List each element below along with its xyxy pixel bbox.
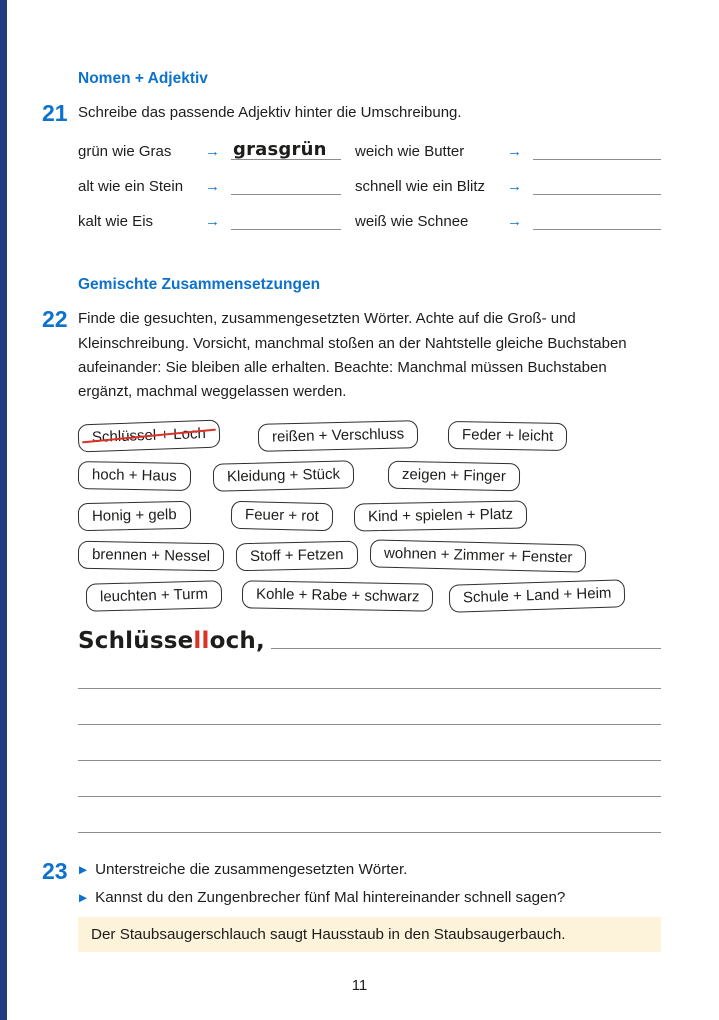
- exercise-22-instruction: Finde die gesuchten, zusammengesetzten Wörter. Achte auf die Groß- und Kleinschreibung. Vorsicht, manchmal stoßen an der Nahtstelle gleiche Buchstaben aufeinander: Sie bleiben alle erhalten. Beachte: Manchmal müssen Buchstaben ergänzt, machmal weggelassen werden.: [78, 310, 627, 401]
- word-pill: Schule + Land + Heim: [449, 580, 626, 614]
- writing-line: [78, 689, 661, 725]
- exercise-21-body: [78, 101, 661, 230]
- writing-line: [78, 653, 661, 689]
- word-pill: Feuer + rot: [230, 501, 332, 531]
- answer-line: [271, 648, 661, 649]
- exercise-21-number: 21: [42, 100, 68, 126]
- answer-blank: [533, 206, 661, 230]
- word-pill: wohnen + Zimmer + Fenster: [369, 540, 586, 573]
- exercise-23-body: [78, 859, 661, 951]
- page-edge-bar: [0, 0, 7, 1020]
- arrow-icon: →: [205, 143, 220, 161]
- word-pill: Feder + leicht: [448, 421, 568, 451]
- answer-blank: [533, 136, 661, 160]
- pill-row: [78, 582, 661, 610]
- word-pill: leuchten + Turm: [86, 581, 223, 613]
- compound-answer-row: [78, 630, 661, 653]
- match-label: alt wie ein Stein: [78, 178, 184, 196]
- filled-answer: grasgrün: [233, 138, 327, 160]
- bullet-item: [78, 859, 661, 881]
- match-label: schnell wie ein Blitz: [355, 178, 486, 196]
- bullet-text: Kannst du den Zungenbrecher fünf Mal hintereinander schnell sagen?: [95, 888, 566, 906]
- exercise-22-number: 22: [42, 306, 68, 333]
- word-pill: hoch + Haus: [78, 462, 191, 492]
- writing-line: [78, 761, 661, 797]
- answer-blank: [231, 171, 341, 195]
- exercise-23: [42, 859, 661, 951]
- word-pill-area: [78, 422, 661, 610]
- bullet-item: [78, 887, 661, 909]
- word-pill: Kleidung + Stück: [212, 461, 354, 492]
- arrow-icon: →: [507, 143, 522, 161]
- word-pill: Honig + gelb: [78, 501, 191, 531]
- word-pill-crossed: Schlüssel + Loch: [78, 420, 221, 453]
- bullet-triangle-icon: ▶: [79, 891, 88, 904]
- match-row: [78, 206, 661, 230]
- heading-gemischte-zusammensetzungen: Gemischte Zusammensetzungen: [78, 276, 321, 294]
- word-pill: Kind + spielen + Platz: [354, 501, 528, 532]
- word-pill: zeigen + Finger: [387, 461, 519, 492]
- bullet-text: Unterstreiche die zusammengesetzten Wörter.: [95, 861, 408, 879]
- answer-highlight: ll: [193, 628, 210, 655]
- answer-blank: [533, 171, 661, 195]
- exercise-23-number: 23: [42, 858, 68, 885]
- pill-row: [78, 422, 661, 450]
- arrow-icon: →: [205, 178, 220, 196]
- match-row: [78, 171, 661, 195]
- answer-blank: [231, 136, 341, 160]
- answer-prefix: Schlüsse: [78, 628, 194, 655]
- page-number: 11: [351, 977, 368, 994]
- compound-answer-word: [78, 630, 265, 653]
- pill-row: [78, 462, 661, 490]
- match-label: weiß wie Schnee: [355, 213, 469, 231]
- bullet-triangle-icon: ▶: [79, 864, 88, 877]
- answer-suffix: och,: [209, 628, 265, 655]
- arrow-icon: →: [507, 213, 522, 231]
- arrow-icon: →: [507, 178, 522, 196]
- exercise-22: [42, 307, 661, 404]
- exercise-22-body: [78, 307, 661, 404]
- word-pill: Kohle + Rabe + schwarz: [242, 581, 434, 612]
- match-label: weich wie Butter: [355, 143, 465, 161]
- match-label: kalt wie Eis: [78, 213, 154, 231]
- exercise-21: [42, 101, 661, 230]
- writing-line: [78, 797, 661, 833]
- pill-row: [78, 542, 661, 570]
- answer-blank: [231, 206, 341, 230]
- word-pill: brennen + Nessel: [78, 541, 224, 572]
- pill-row: [78, 502, 661, 530]
- heading-nomen-adjektiv: Nomen + Adjektiv: [78, 70, 208, 87]
- tongue-twister-box: Der Staubsaugerschlauch saugt Hausstaub in den Staubsaugerbauch.: [78, 917, 661, 952]
- writing-lines: [78, 653, 661, 833]
- arrow-icon: →: [205, 213, 220, 231]
- match-row: [78, 136, 661, 160]
- match-label: grün wie Gras: [78, 143, 172, 161]
- writing-line: [78, 725, 661, 761]
- word-pill: Stoff + Fetzen: [236, 541, 358, 572]
- exercise-21-instruction: Schreibe das passende Adjektiv hinter die Umschreibung.: [78, 104, 462, 121]
- word-pill: reißen + Verschluss: [258, 421, 419, 453]
